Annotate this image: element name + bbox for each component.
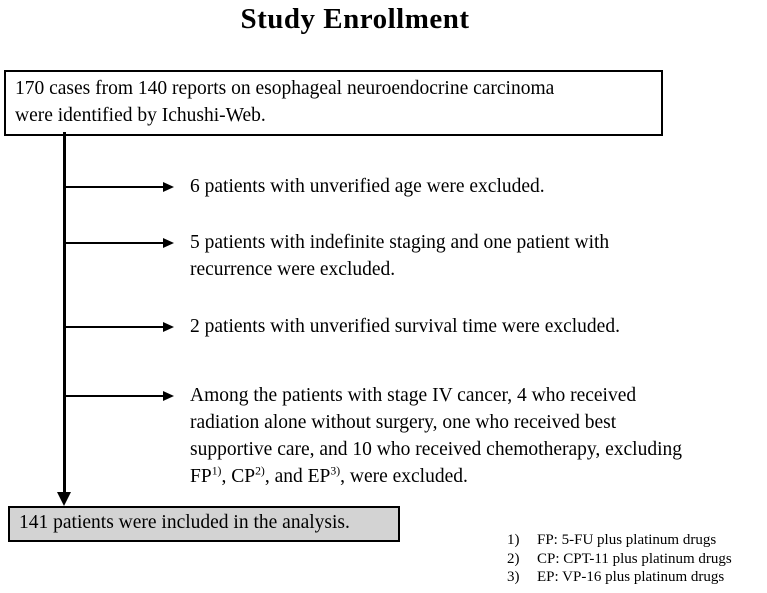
identified-cases-box (4, 70, 663, 136)
exclusion-4-segment: Among the patients with stage IV cancer, 4 who received radiation alone without surgery, one who received best supportive care, and 10 who received chemotherapy, excluding FP (190, 385, 683, 487)
exclusion-text-stage-iv-treatments (190, 382, 695, 490)
arrow-right-icon (163, 182, 174, 192)
exclusion-branch-arrow-3 (66, 322, 176, 332)
footnote-text: FP: 5-FU plus platinum drugs (537, 532, 717, 548)
footnote-ref-2: 2) (255, 464, 265, 478)
figure-title: Study Enrollment (240, 3, 470, 35)
identified-cases-line-2: were identified by Ichushi-Web. (15, 105, 266, 126)
footnote-ep (507, 568, 732, 587)
included-patients-box: 141 patients were included in the analysis. (8, 506, 400, 542)
branch-line (66, 395, 163, 397)
branch-line (66, 186, 163, 188)
footnotes-list (507, 531, 732, 587)
branch-line (66, 326, 163, 328)
footnote-text: CP: CPT-11 plus platinum drugs (537, 550, 732, 567)
arrow-down-icon (57, 492, 71, 506)
branch-line (66, 242, 163, 244)
exclusion-text-survival-time: 2 patients with unverified survival time were excluded. (190, 316, 620, 337)
footnote-cp (507, 550, 732, 569)
exclusion-4-segment: , and EP (264, 466, 331, 487)
exclusion-text-age: 6 patients with unverified age were excluded. (190, 176, 545, 197)
arrow-right-icon (163, 391, 174, 401)
footnote-number: 1) (507, 532, 520, 548)
footnote-ref-3: 3) (330, 464, 341, 478)
exclusion-4-segment: , were excluded. (340, 466, 468, 487)
footnote-fp (507, 531, 732, 550)
footnote-text: EP: VP-16 plus platinum drugs (537, 569, 725, 585)
exclusion-4-segment: , CP (221, 466, 256, 487)
footnote-number: 3) (507, 569, 520, 585)
arrow-right-icon (163, 322, 174, 332)
arrow-right-icon (163, 238, 174, 248)
exclusion-branch-arrow-2 (66, 238, 176, 248)
exclusion-branch-arrow-4 (66, 391, 176, 401)
footnote-number: 2) (507, 550, 520, 567)
identified-cases-line-1: 170 cases from 140 reports on esophageal neuroendocrine carcinoma (15, 78, 555, 99)
exclusion-text-staging-recurrence: 5 patients with indefinite staging and one patient with recurrence were excluded. (190, 232, 610, 280)
footnote-ref-1: 1) (211, 464, 222, 478)
exclusion-branch-arrow-1 (66, 182, 176, 192)
